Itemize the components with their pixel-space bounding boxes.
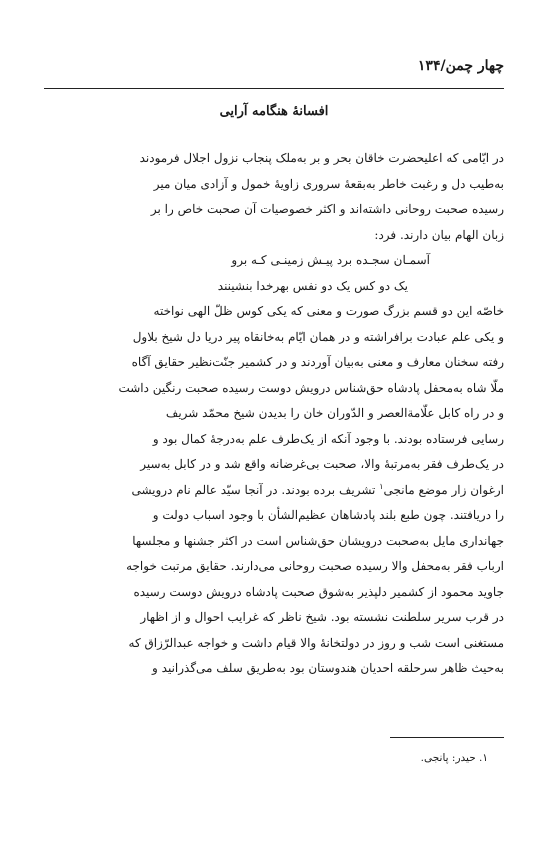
paragraph-line: خاصّه این دو قسم بزرگ صورت و معنی که یکی کوس ظلّ الهی نواخته xyxy=(153,304,504,318)
paragraph-line: جهانداری مایل به‌صحبت درویشان حق‌شناس است در اکثر جشنها و مجلسها xyxy=(132,533,504,548)
line-text: ارغوان زار موضع مانجی xyxy=(383,482,504,497)
paragraph-line: در قرب سریر سلطنت نشسته بود. شیخ ناظر که غرایب احوال و از اظهار xyxy=(140,610,504,624)
footnote-rule xyxy=(390,737,504,738)
paragraph-line: جاوید محمود از کشمیر دلپذیر به‌شوق صحبت پادشاه درویش دوست رسیده xyxy=(133,584,504,599)
section-title: افسانهٔ هنگامه آرایی xyxy=(219,104,329,119)
footnote: ۱. حیدر: پانجی. xyxy=(420,752,488,764)
paragraph-line: رفته سخنان معارف و معنی به‌بیان آوردند و در کشمیر جنّت‌نظیر حقایق آگاه xyxy=(131,355,504,369)
paragraph-line: و یکی علم عبادت برافراشته و در همان ایّام به‌خانقاه پیر دریا دل شیخ بلاول xyxy=(132,329,504,344)
verse-line: یک دو کس یک دو نفس بهرخدا بنشینند xyxy=(217,278,408,293)
paragraph-line: ملّا شاه به‌محفل پادشاه حق‌شناس درویش دوست رسیده صحبت رنگین داشت xyxy=(118,380,504,395)
paragraph-line: به‌طیب دل و رغبت خاطر به‌بقعهٔ سروری زاویهٔ خمول و آزادی میان میر xyxy=(153,176,504,191)
verse-line: آسمـان سجـده برد پیـش زمینـی کـه برو xyxy=(231,253,430,267)
paragraph-line: رسیده صحبت روحانی داشته‌اند و اکثر خصوصیات آن صحبت خاص را بر xyxy=(150,202,504,216)
paragraph-line: را دریافتند. چون طبع بلند پادشاهان عظیم‌الشأن با وجود اسباب دولت و xyxy=(152,508,504,522)
paragraph-line: به‌حیث ظاهر سرحلقه احدیان هندوستان بود به‌طریق سلف می‌گذرانید و xyxy=(152,661,504,675)
footnote-marker: ۱ xyxy=(379,481,384,491)
header-rule xyxy=(44,88,504,89)
running-header: چهار چمن/۱۳۴ xyxy=(417,58,504,74)
paragraph-line: در ایّامی که اعلیحضرت خاقان بحر و بر به‌ملک پنجاب نزول اجلال فرمودند xyxy=(139,151,504,165)
paragraph-line: زبان الهام بیان دارند. فرد: xyxy=(374,227,504,242)
paragraph-line: و در راه کابل علّامةالعصر و الدّوران خان را بدیدن شیخ محمّد شریف xyxy=(165,406,504,420)
line-text: تشریف برده بودند. در آنجا سیّد عالم نام درویشی xyxy=(131,482,380,497)
paragraph-line xyxy=(44,478,504,504)
paragraph-line: رسایی فرستاده بودند. با وجود آنکه از یک‌طرف علم به‌درجهٔ کمال بود و xyxy=(152,431,504,446)
paragraph-line: در یک‌طرف فقر به‌مرتبهٔ والا، صحبت بی‌غرضانه واقع شد و در کابل به‌سیر xyxy=(140,457,504,471)
paragraph-line: مستغنی است شب و روز در دولتخانهٔ والا قیام داشت و خواجه عبدالرّزاق که xyxy=(128,635,504,650)
body-text xyxy=(44,146,504,682)
paragraph-line: ارباب فقر به‌محفل والا رسیده صحبت روحانی می‌دارند. حقایق مرتبت خواجه xyxy=(126,559,504,573)
